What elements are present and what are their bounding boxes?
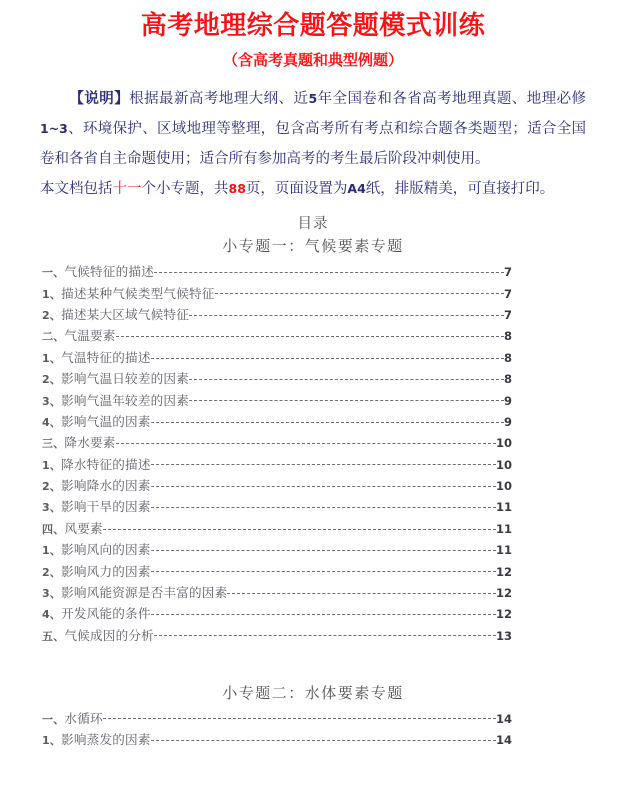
toc-entry-number: 2、 bbox=[42, 373, 62, 387]
toc-entry[interactable] bbox=[42, 305, 512, 326]
toc-entry-title: 影响干旱的因素 bbox=[61, 500, 151, 515]
intro-note-marker: 【说明】 bbox=[69, 91, 130, 107]
toc-entry[interactable] bbox=[42, 262, 512, 283]
toc-leader-dots bbox=[103, 718, 496, 719]
toc-leader-dots bbox=[151, 358, 504, 359]
toc-leader-dots bbox=[151, 740, 496, 741]
intro-compulsory-range: 1~3 bbox=[40, 121, 68, 137]
intro-page-count: 88 bbox=[228, 181, 246, 197]
toc-entry[interactable] bbox=[42, 326, 512, 347]
intro-topic-count: 十一 bbox=[112, 181, 142, 198]
toc-entry[interactable] bbox=[42, 540, 512, 561]
toc-entry-page: 10 bbox=[495, 457, 512, 472]
toc-entry[interactable] bbox=[42, 433, 512, 454]
toc-entry[interactable] bbox=[42, 283, 512, 304]
toc-entry-title: 影响气温年较差的因素 bbox=[61, 393, 189, 408]
toc-entry[interactable] bbox=[42, 412, 512, 433]
toc-entry-label bbox=[42, 566, 151, 579]
toc-entry-number: 一、 bbox=[42, 266, 65, 280]
toc-leader-dots bbox=[151, 571, 496, 572]
toc-leader-dots bbox=[103, 529, 496, 530]
toc-entry-title: 气温特征的描述 bbox=[61, 350, 151, 365]
toc-entry-title: 开发风能的条件 bbox=[61, 607, 151, 622]
toc-entry-number: 五、 bbox=[42, 629, 65, 643]
intro-text-b: 年全国卷和各省高考地理真题、地理必修 bbox=[317, 91, 587, 107]
toc-entry-page: 11 bbox=[495, 543, 512, 558]
toc-entry-label bbox=[42, 544, 151, 557]
toc-entry-title: 影响蒸发的因素 bbox=[61, 732, 151, 747]
intro-text-c: 、环境保护、区域地理等整理，包含高考所有考点和综合题各类题型；适合全国卷和各省自主命题使用；适合所有参加高考的考生最后阶段冲刺使用。 bbox=[40, 121, 586, 168]
toc-entry-title: 影响风能资源是否丰富的因素 bbox=[61, 585, 228, 600]
intro-text-f: 页，页面设置为 bbox=[245, 181, 348, 198]
toc-entry-label bbox=[42, 630, 154, 643]
toc-entry-page: 12 bbox=[495, 585, 512, 600]
toc-leader-dots bbox=[151, 486, 496, 487]
toc-entry-number: 一、 bbox=[42, 712, 65, 726]
toc-entry-title: 描述某种气候类型气候特征 bbox=[61, 286, 215, 301]
toc-leader-dots bbox=[151, 464, 496, 465]
toc-entry-label bbox=[42, 459, 151, 472]
toc-entry-number: 1、 bbox=[42, 287, 62, 301]
toc-section-title-1: 小专题一：气候要素专题 bbox=[222, 239, 404, 256]
toc-entry-number: 3、 bbox=[42, 501, 62, 515]
toc-entry-label bbox=[42, 437, 116, 450]
intro-line-2 bbox=[40, 174, 586, 204]
toc-entry-page: 14 bbox=[495, 711, 512, 726]
toc-entry[interactable] bbox=[42, 347, 512, 368]
toc-entry-page: 9 bbox=[503, 414, 512, 429]
intro-paper-size: A4 bbox=[347, 181, 366, 197]
toc-entry-number: 2、 bbox=[42, 309, 62, 323]
toc-entry-label bbox=[42, 373, 189, 386]
toc-entry-number: 2、 bbox=[42, 565, 62, 579]
page-title: 高考地理综合题答题模式训练 bbox=[140, 11, 486, 41]
toc-entry[interactable] bbox=[42, 561, 512, 582]
toc-leader-dots bbox=[189, 400, 504, 401]
intro-text-e: 个小专题，共 bbox=[141, 181, 229, 198]
toc-entry-page: 12 bbox=[495, 564, 512, 579]
toc-leader-dots bbox=[116, 443, 496, 444]
toc-leader-dots bbox=[151, 422, 504, 423]
toc-entry-title: 气候成因的分析 bbox=[64, 628, 154, 643]
toc-leader-dots bbox=[154, 272, 504, 273]
toc-entry-label bbox=[42, 587, 227, 600]
toc-entry-label bbox=[42, 501, 151, 514]
toc-heading: 目录 bbox=[297, 215, 329, 232]
toc-entry-number: 4、 bbox=[42, 415, 62, 429]
toc-entry-label bbox=[42, 352, 151, 365]
page-subtitle: （含高考真题和典型例题） bbox=[222, 50, 403, 69]
toc-entry-number: 4、 bbox=[42, 608, 62, 622]
toc-entry-page: 10 bbox=[495, 479, 512, 494]
toc-entry-page: 10 bbox=[495, 436, 512, 451]
intro-text-a: 根据最新高考地理大纲、近 bbox=[129, 91, 309, 107]
toc-entry-label bbox=[42, 416, 151, 429]
toc-entry-number: 三、 bbox=[42, 437, 65, 451]
toc-entry-number: 3、 bbox=[42, 394, 62, 408]
toc-entry-number: 1、 bbox=[42, 733, 62, 747]
toc-entry-page: 13 bbox=[495, 628, 512, 643]
toc-entry-label bbox=[42, 480, 151, 493]
toc-entry-title: 描述某大区域气候特征 bbox=[61, 308, 189, 323]
intro-text-g: 纸，排版精美，可直接打印。 bbox=[365, 181, 555, 198]
toc-entry-page: 11 bbox=[495, 500, 512, 515]
toc-entry-page: 7 bbox=[503, 265, 512, 280]
toc-entry[interactable] bbox=[42, 454, 512, 475]
toc-entry-label bbox=[42, 266, 154, 279]
toc-leader-dots bbox=[116, 336, 504, 337]
toc-entry-title: 风要素 bbox=[64, 521, 103, 536]
toc-leader-dots bbox=[189, 379, 504, 380]
toc-entry-page: 8 bbox=[503, 350, 512, 365]
toc-leader-dots bbox=[151, 550, 496, 551]
toc-entry-page: 12 bbox=[495, 607, 512, 622]
toc-entry-label bbox=[42, 309, 189, 322]
toc-entry-title: 影响气温日较差的因素 bbox=[61, 372, 189, 387]
toc-entry-label bbox=[42, 288, 215, 301]
toc-entry[interactable] bbox=[42, 476, 512, 497]
toc-entry-page: 11 bbox=[495, 521, 512, 536]
toc-entry-title: 影响降水的因素 bbox=[61, 479, 151, 494]
toc-entry[interactable] bbox=[42, 518, 512, 539]
toc-entry[interactable] bbox=[42, 708, 512, 729]
toc-list-1 bbox=[0, 259, 626, 647]
toc-entry-page: 14 bbox=[495, 732, 512, 747]
toc-entry-page: 8 bbox=[503, 372, 512, 387]
toc-entry[interactable] bbox=[42, 583, 512, 604]
toc-entry-page: 9 bbox=[503, 393, 512, 408]
table-of-contents bbox=[0, 205, 626, 751]
toc-leader-dots bbox=[215, 293, 504, 294]
toc-entry[interactable] bbox=[42, 625, 512, 646]
toc-leader-dots bbox=[189, 315, 504, 316]
toc-entry-number: 1、 bbox=[42, 544, 62, 558]
intro-line-1 bbox=[40, 84, 586, 174]
toc-entry-number: 四、 bbox=[42, 522, 65, 536]
toc-entry[interactable] bbox=[42, 604, 512, 625]
toc-entry-title: 降水特征的描述 bbox=[61, 457, 151, 472]
toc-entry[interactable] bbox=[42, 390, 512, 411]
toc-entry-page: 7 bbox=[503, 308, 512, 323]
toc-entry-number: 1、 bbox=[42, 458, 62, 472]
toc-entry-title: 影响风力的因素 bbox=[61, 564, 151, 579]
toc-list-2 bbox=[0, 705, 626, 751]
toc-leader-dots bbox=[154, 635, 496, 636]
toc-leader-dots bbox=[151, 614, 496, 615]
toc-entry[interactable] bbox=[42, 730, 512, 751]
toc-entry-label bbox=[42, 608, 151, 621]
toc-entry-page: 7 bbox=[503, 286, 512, 301]
toc-entry-label bbox=[42, 330, 116, 343]
toc-entry-title: 气温要素 bbox=[64, 329, 116, 344]
toc-entry-label bbox=[42, 523, 103, 536]
toc-leader-dots bbox=[151, 507, 496, 508]
toc-section-title-2: 小专题二：水体要素专题 bbox=[222, 685, 404, 702]
intro-text-d: 本文档包括 bbox=[40, 181, 113, 198]
intro-paragraph bbox=[0, 70, 626, 205]
toc-entry-title: 降水要素 bbox=[64, 436, 116, 451]
toc-entry-title: 影响风向的因素 bbox=[61, 543, 151, 558]
toc-leader-dots bbox=[227, 593, 496, 594]
toc-entry-number: 3、 bbox=[42, 586, 62, 600]
toc-entry-label bbox=[42, 734, 151, 747]
toc-entry-title: 水循环 bbox=[64, 711, 103, 726]
toc-entry-title: 影响气温的因素 bbox=[61, 414, 151, 429]
toc-entry-number: 二、 bbox=[42, 330, 65, 344]
toc-entry-number: 2、 bbox=[42, 480, 62, 494]
toc-entry[interactable] bbox=[42, 497, 512, 518]
toc-entry-title: 气候特征的描述 bbox=[64, 265, 154, 280]
toc-entry-label bbox=[42, 713, 103, 726]
toc-entry-page: 8 bbox=[503, 329, 512, 344]
toc-entry-number: 1、 bbox=[42, 351, 62, 365]
toc-entry-label bbox=[42, 395, 189, 408]
toc-entry[interactable] bbox=[42, 369, 512, 390]
intro-years: 5 bbox=[308, 91, 318, 106]
